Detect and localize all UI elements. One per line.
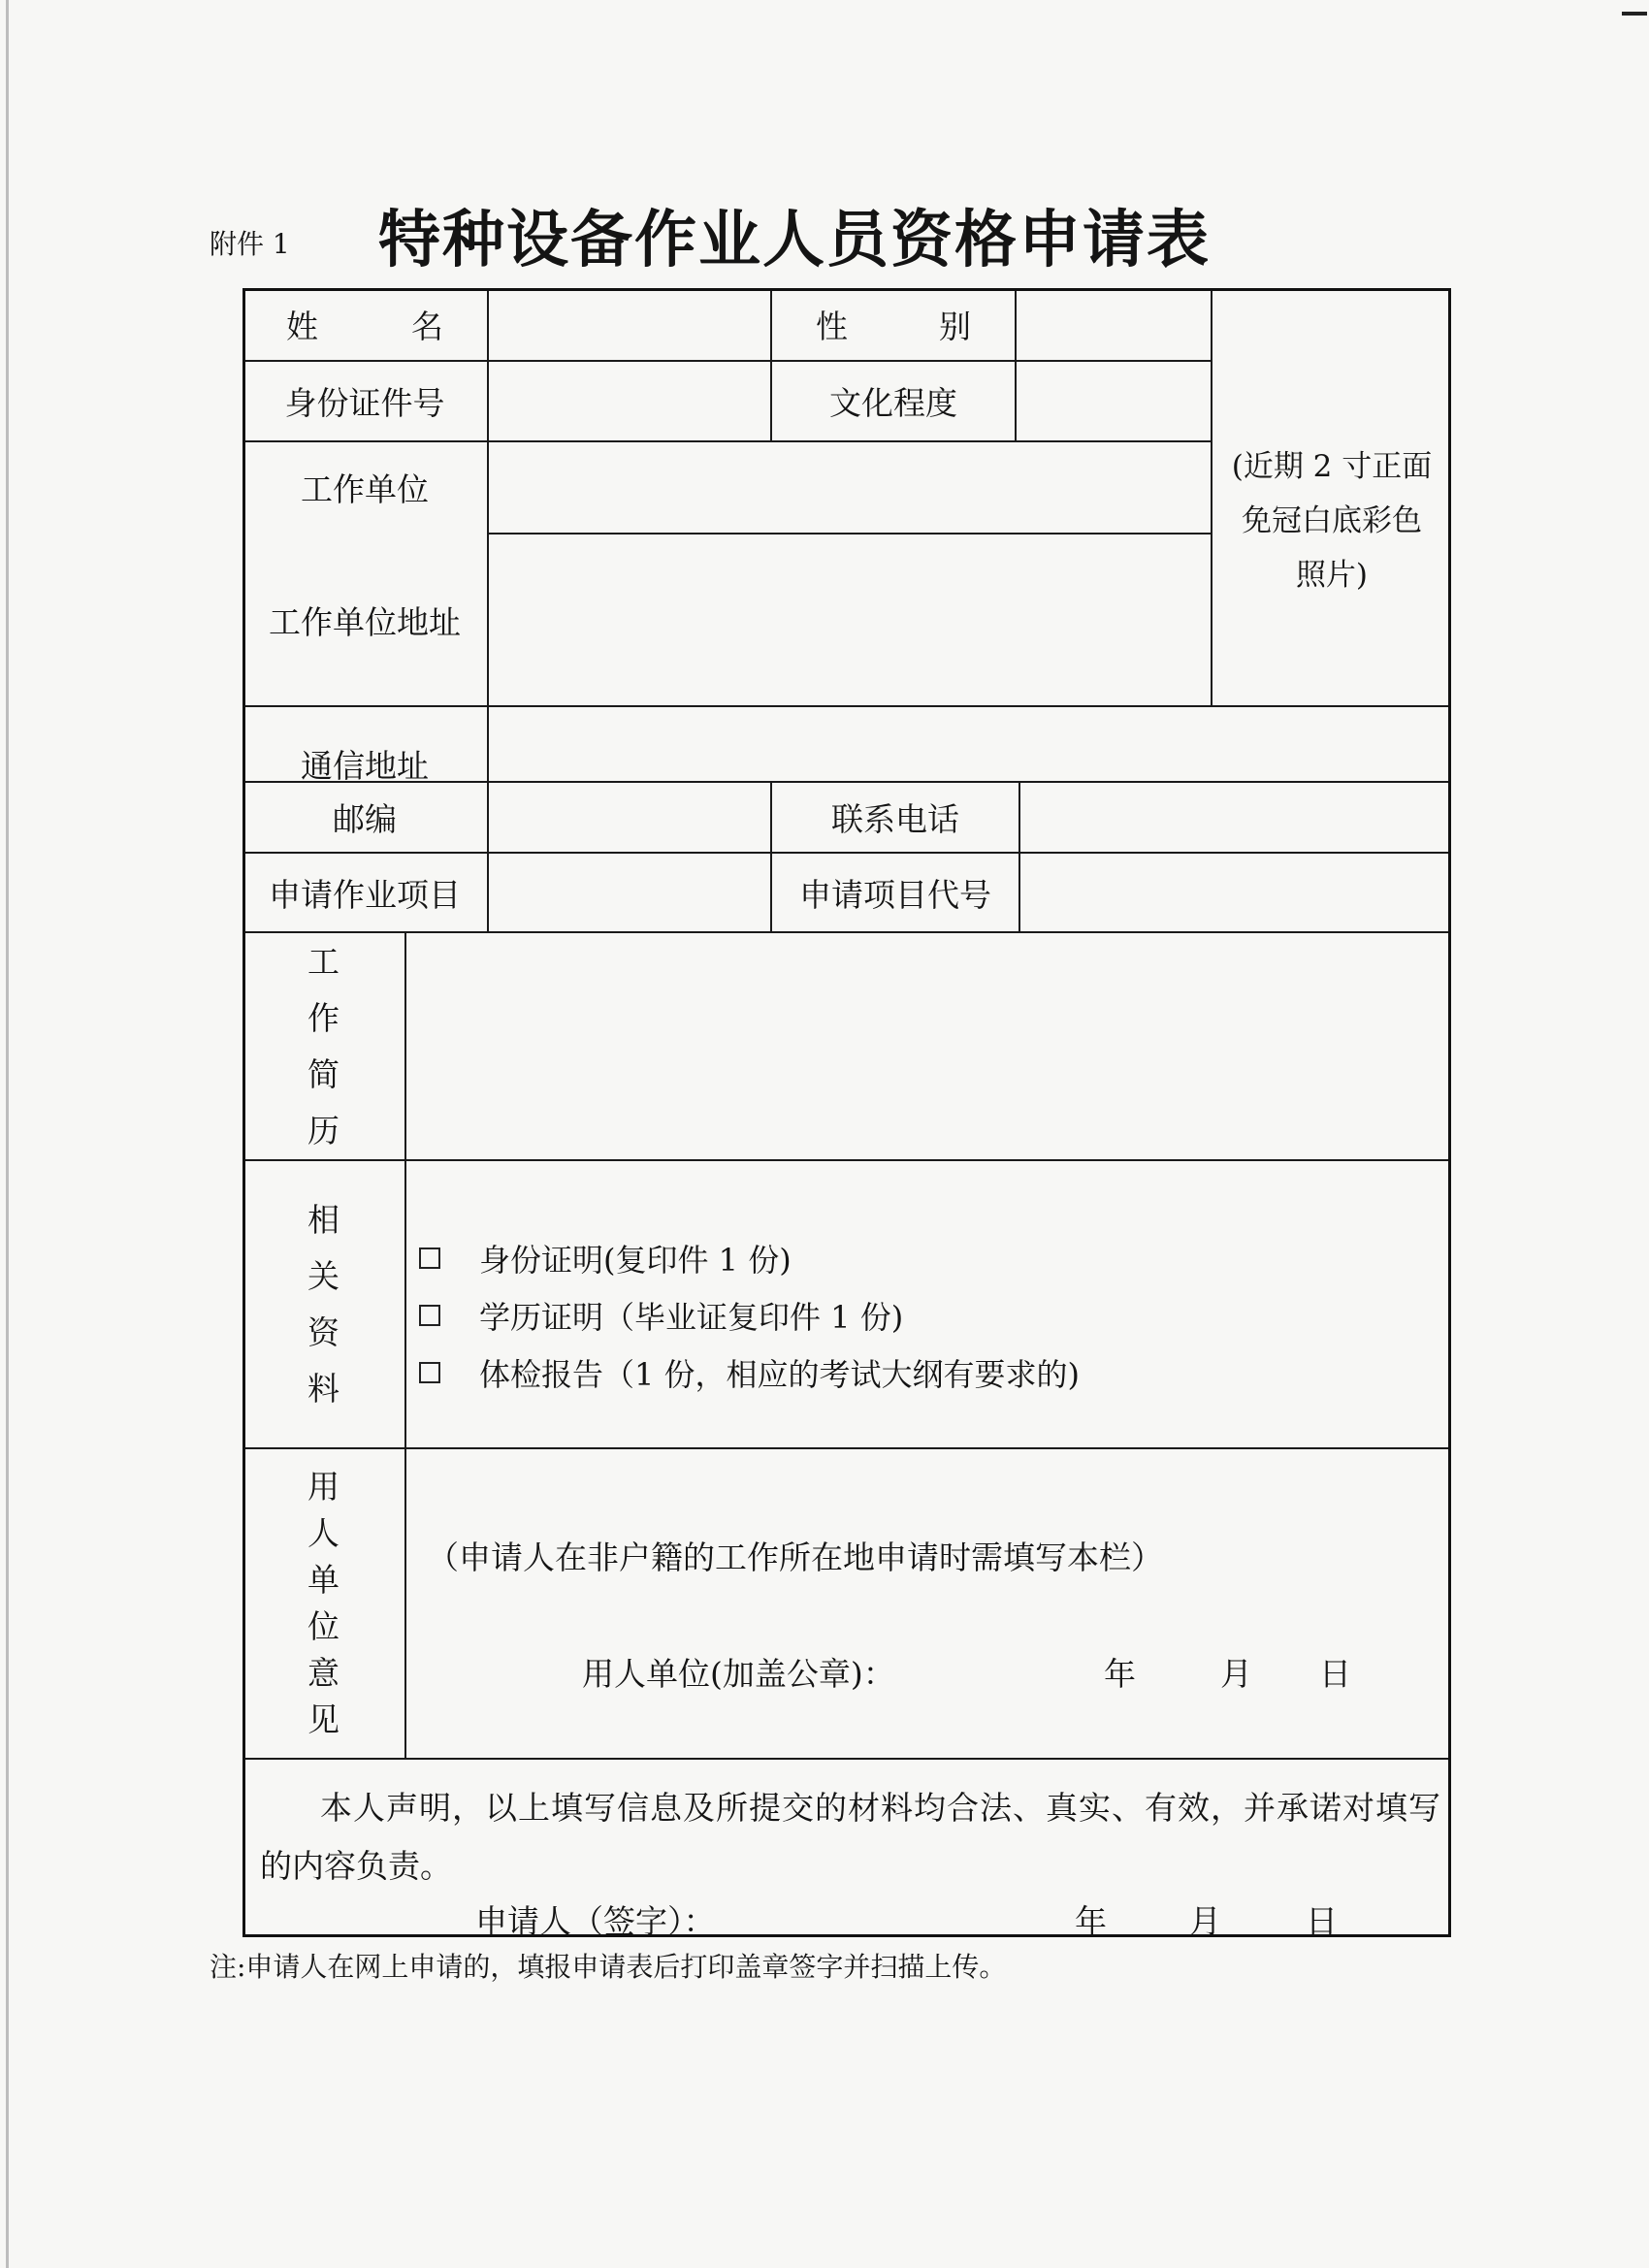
education-label: 文化程度 [829, 384, 957, 422]
checkbox-icon[interactable] [419, 1247, 440, 1269]
material-id-proof[interactable]: 身份证明(复印件 1 份) [419, 1236, 792, 1280]
employer-address-label: 工作单位地址 [269, 602, 461, 641]
applicant-date-day: 日 [1306, 1902, 1338, 1940]
project-code-label: 申请项目代号 [799, 875, 991, 914]
scan-edge [6, 0, 9, 2268]
applicant-date-year: 年 [1075, 1902, 1107, 1940]
project-code-field[interactable] [1020, 854, 1449, 931]
id-number-label: 身份证件号 [284, 384, 445, 422]
name-field[interactable] [489, 288, 770, 360]
employer-seal-label: 用人单位(加盖公章)： [582, 1655, 895, 1693]
gender-field[interactable] [1017, 288, 1211, 360]
phone-field[interactable] [1020, 783, 1449, 852]
checkbox-icon[interactable] [419, 1362, 440, 1383]
work-history-label: 工 作 简 历 [307, 942, 340, 1150]
project-field[interactable] [489, 854, 770, 931]
applicant-date-month: 月 [1189, 1902, 1221, 1940]
employer-date-month: 月 [1220, 1655, 1252, 1693]
declaration-line-1: 本人声明，以上填写信息及所提交的材料均合法、真实、有效，并承诺对填写 [320, 1789, 1441, 1827]
id-number-field[interactable] [489, 362, 770, 440]
employer-field[interactable] [489, 442, 1211, 533]
employer-address-field[interactable] [489, 535, 1211, 705]
postcode-field[interactable] [489, 783, 770, 852]
employer-opinion-label: 用 人 单 位 意 见 [307, 1468, 340, 1738]
project-label: 申请作业项目 [269, 875, 461, 914]
photo-placeholder: (近期 2 寸正面 免冠白底彩色 照片) [1231, 449, 1433, 593]
employer-label: 工作单位 [301, 470, 429, 508]
gender-label: 性 别 [816, 307, 971, 345]
name-label: 姓 名 [286, 307, 443, 345]
material-education-proof[interactable]: 学历证明（毕业证复印件 1 份) [419, 1293, 903, 1338]
employer-date-day: 日 [1319, 1655, 1351, 1693]
postcode-label: 邮编 [333, 800, 397, 838]
work-history-field[interactable] [406, 933, 1449, 1159]
scan-mark [1622, 12, 1647, 16]
form-title: 特种设备作业人员资格申请表 [378, 204, 1211, 276]
material-medical-report[interactable]: 体检报告（1 份，相应的考试大纲有要求的) [419, 1350, 1080, 1395]
checkbox-icon[interactable] [419, 1305, 440, 1326]
applicant-sign-label: 申请人（签字）： [475, 1902, 716, 1940]
employer-opinion-note: （申请人在非户籍的工作所在地申请时需填写本栏） [427, 1539, 1163, 1576]
mailing-address-field[interactable] [489, 707, 1449, 781]
materials-label: 相 关 资 料 [307, 1200, 340, 1408]
footer-note: 注:申请人在网上申请的，填报申请表后打印盖章签字并扫描上传。 [210, 1951, 1007, 1983]
phone-label: 联系电话 [831, 800, 959, 838]
mailing-address-label: 通信地址 [301, 746, 429, 785]
attachment-label: 附件 1 [210, 228, 290, 260]
employer-date-year: 年 [1104, 1655, 1136, 1693]
declaration-line-2: 的内容负责。 [260, 1847, 452, 1885]
education-field[interactable] [1017, 362, 1211, 440]
